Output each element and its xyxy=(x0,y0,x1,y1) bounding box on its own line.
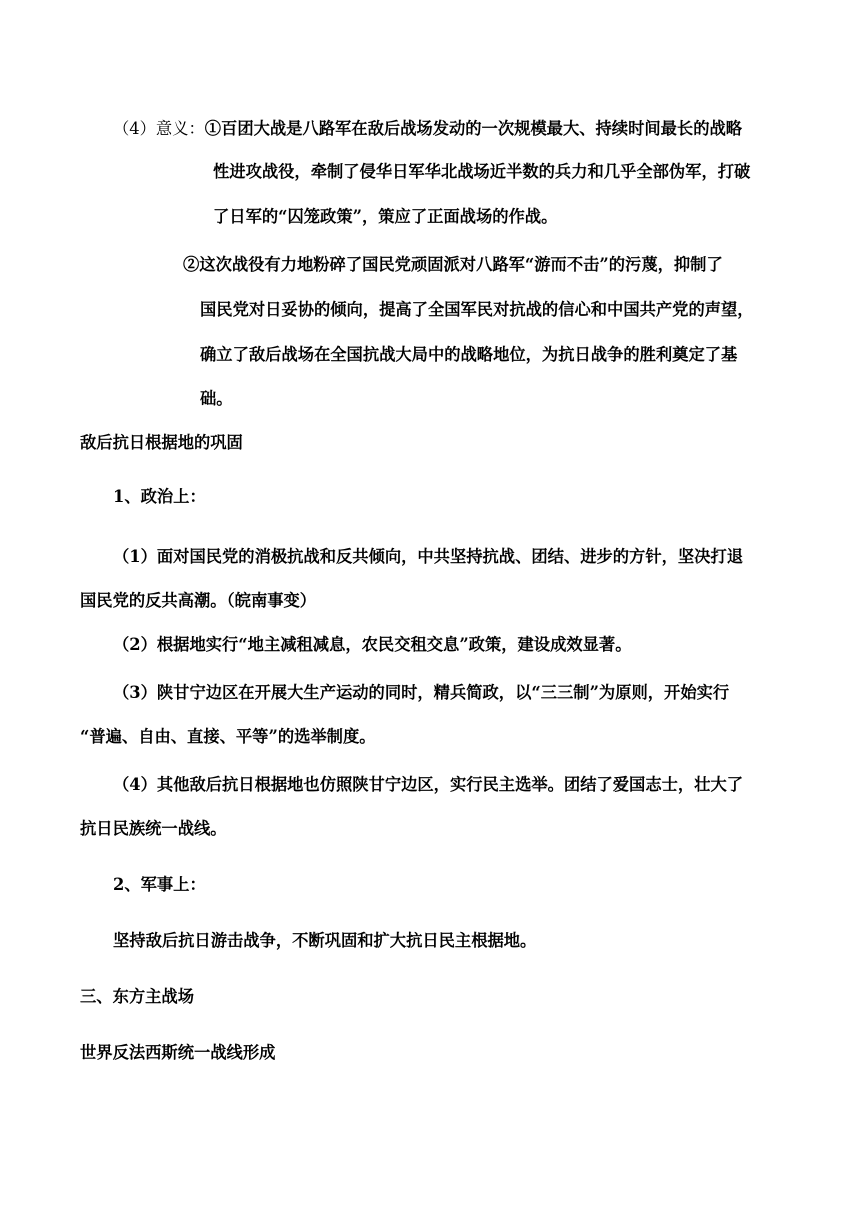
political-heading: 1、政治上： xyxy=(113,487,206,506)
political-item-4-line-1: （4）其他敌后抗日根据地也仿照陕甘宁边区，实行民主选举。团结了爱国志士，壮大了 xyxy=(113,775,744,794)
significance-label: （4）意义： xyxy=(113,119,205,138)
significance-paragraph-line-1 xyxy=(113,118,742,140)
significance-point-1-line-3: 了日军的“囚笼政策”，策应了正面战场的作战。 xyxy=(213,207,558,226)
section-title-eastern-battlefield: 三、东方主战场 xyxy=(80,987,194,1006)
significance-point-1-line-1: ①百团大战是八路军在敌后战场发动的一次规模最大、持续时间最长的战略 xyxy=(204,119,743,138)
significance-point-2-line-3: 确立了敌后战场在全国抗战大局中的战略地位，为抗日战争的胜利奠定了基 xyxy=(200,345,738,364)
political-item-3-line-1: （3）陕甘宁边区在开展大生产运动的同时，精兵简政，以“三三制”为原则，开始实行 xyxy=(113,683,730,702)
significance-point-2-line-2: 国民党对日妥协的倾向，提高了全国军民对抗战的信心和中国共产党的声望， xyxy=(200,300,754,319)
political-item-1-line-2: 国民党的反共高潮。（皖南事变） xyxy=(80,591,317,610)
section-title-base-consolidation: 敌后抗日根据地的巩固 xyxy=(80,433,243,452)
political-item-1-line-1: （1）面对国民党的消极抗战和反共倾向，中共坚持抗战、团结、进步的方针，坚决打退 xyxy=(113,547,744,566)
political-item-3-line-2: “普遍、自由、直接、平等”的选举制度。 xyxy=(80,727,376,746)
section-title-anti-fascist-front: 世界反法西斯统一战线形成 xyxy=(80,1043,276,1062)
political-item-4-line-2: 抗日民族统一战线。 xyxy=(80,819,227,838)
significance-point-2-line-4: 础。 xyxy=(200,389,233,408)
significance-point-2-line-1: ②这次战役有力地粉碎了国民党顽固派对八路军“游而不击”的污蔑，抑制了 xyxy=(183,255,723,274)
significance-point-1-line-2: 性进攻战役，牵制了侵华日军华北战场近半数的兵力和几乎全部伪军，打破 xyxy=(213,162,751,181)
military-heading: 2、军事上： xyxy=(113,875,206,894)
political-item-2-line-1: （2）根据地实行“地主减租减息，农民交租交息”政策，建设成效显著。 xyxy=(113,635,632,654)
military-text: 坚持敌后抗日游击战争，不断巩固和扩大抗日民主根据地。 xyxy=(113,931,537,950)
